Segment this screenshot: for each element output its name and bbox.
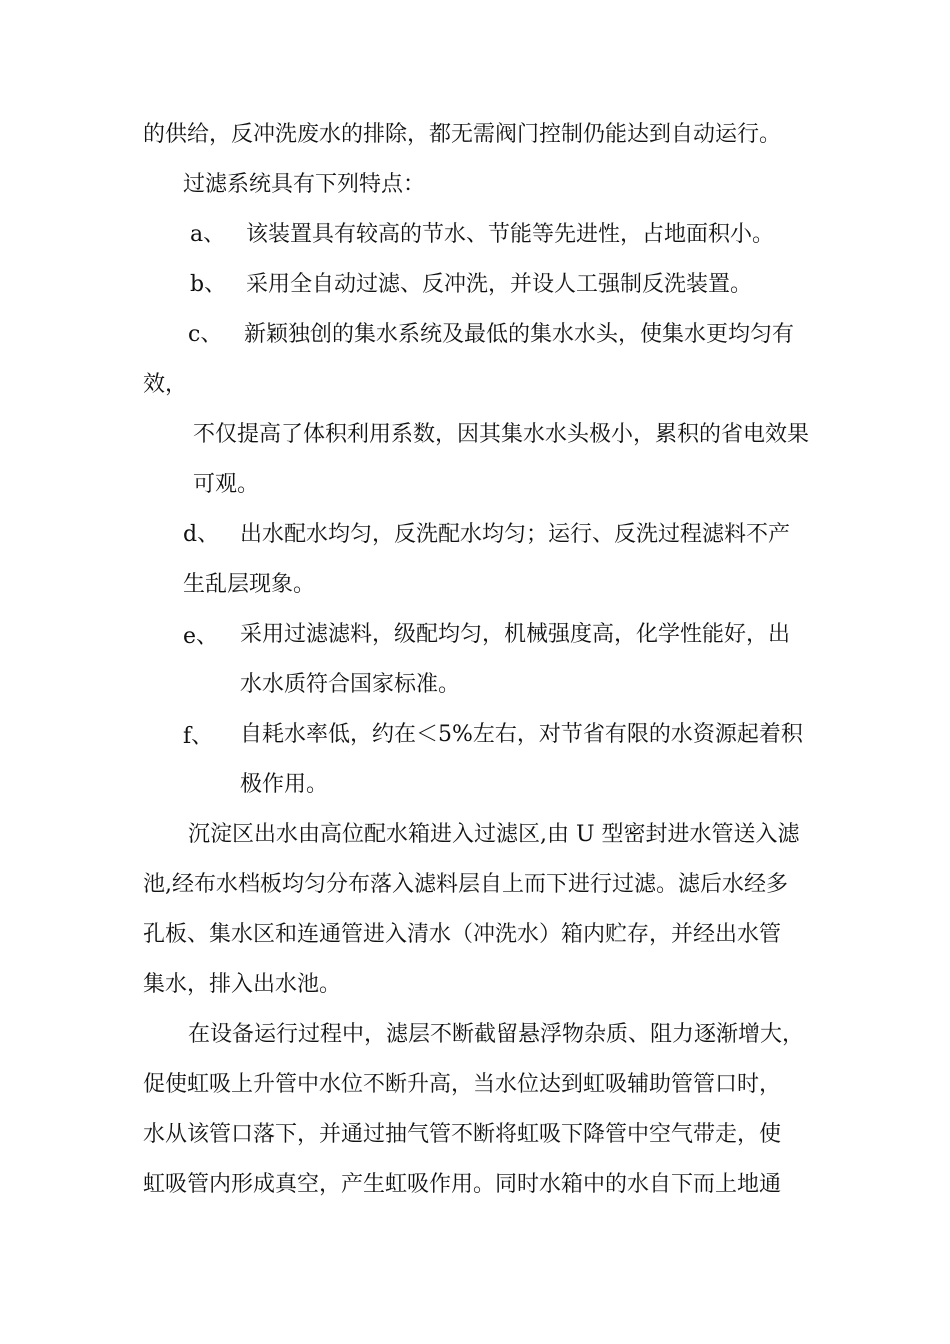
paragraph-line: 集水，排入出水池。 <box>143 972 342 997</box>
paragraph-line: 池,经布水档板均匀分布落入滤料层自上而下进行过滤。滤后水经多 <box>143 872 788 897</box>
feature-c-text: 新颖独创的集水系统及最低的集水水头，使集水更均匀有 <box>244 322 795 347</box>
paragraph-line: 沉淀区出水由高位配水箱进入过滤区,由 U 型密封进水管送入滤 <box>188 822 800 847</box>
feature-b-text: 采用全自动过滤、反冲洗，并设人工强制反洗装置。 <box>246 272 753 297</box>
feature-d-text: 出水配水均匀，反洗配水均匀；运行、反洗过程滤料不产 <box>240 522 791 547</box>
feature-d-text: 生乱层现象。 <box>183 572 316 597</box>
text-line: 的供给，反冲洗废水的排除，都无需阀门控制仍能达到自动运行。 <box>143 122 782 147</box>
feature-c-marker: c、 <box>188 322 223 347</box>
paragraph-line: 孔板、集水区和连通管进入清水（冲洗水）箱内贮存，并经出水管 <box>143 922 782 947</box>
features-intro: 过滤系统具有下列特点： <box>183 172 426 197</box>
feature-c-text: 效， <box>143 372 188 397</box>
paragraph-line: 在设备运行过程中，滤层不断截留悬浮物杂质、阻力逐渐增大， <box>188 1022 805 1047</box>
feature-a-text: 该装置具有较高的节水、节能等先进性，占地面积小。 <box>246 222 775 247</box>
feature-b-marker: b、 <box>190 272 227 297</box>
feature-e-text: 水水质符合国家标准。 <box>240 672 461 697</box>
feature-c-text: 不仅提高了体积利用系数，因其集水水头极小，累积的省电效果 <box>193 422 810 447</box>
paragraph-line: 虹吸管内形成真空，产生虹吸作用。同时水箱中的水自下而上地通 <box>143 1172 782 1197</box>
paragraph-line: 促使虹吸上升管中水位不断升高，当水位达到虹吸辅助管管口时， <box>143 1072 782 1097</box>
paragraph-line: 水从该管口落下，并通过抽气管不断将虹吸下降管中空气带走，使 <box>143 1122 782 1147</box>
feature-f-marker: f、 <box>183 724 214 749</box>
feature-e-marker: e、 <box>183 624 219 649</box>
feature-c-text: 可观。 <box>193 472 260 497</box>
feature-d-marker: d、 <box>183 522 220 547</box>
feature-f-text: 极作用。 <box>240 772 329 797</box>
feature-a-marker: a、 <box>190 222 226 247</box>
feature-f-text: 自耗水率低，约在＜5%左右，对节省有限的水资源起着积 <box>240 722 803 747</box>
feature-e-text: 采用过滤滤料，级配均匀，机械强度高，化学性能好，出 <box>240 622 791 647</box>
